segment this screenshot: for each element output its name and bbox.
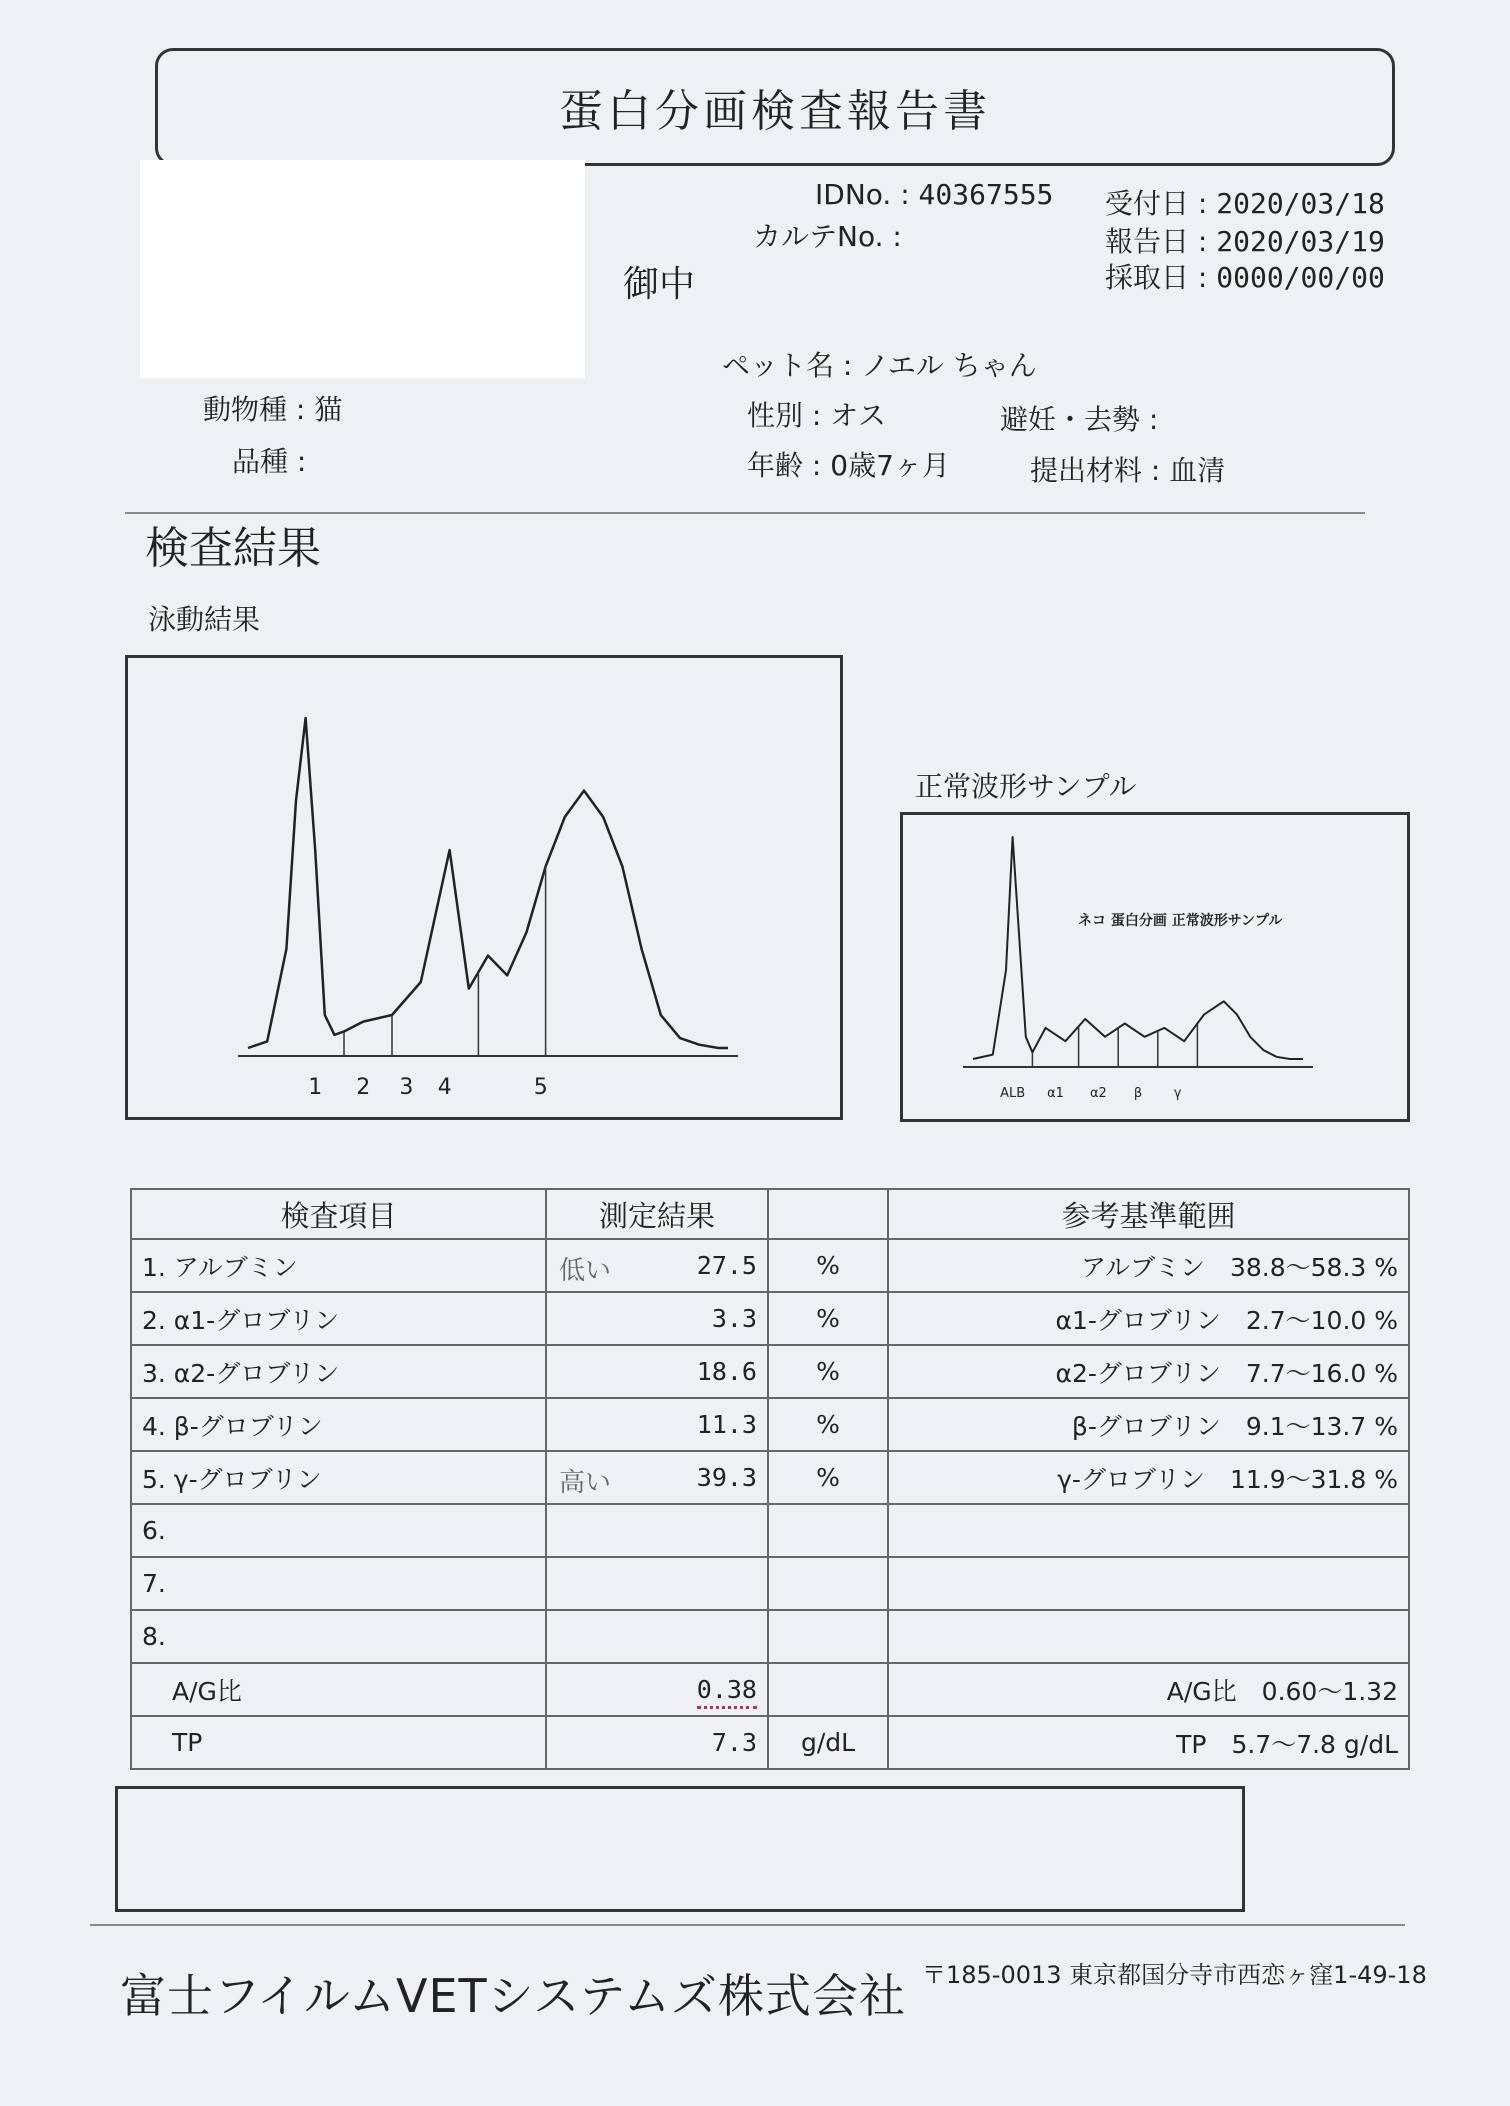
id-row: IDNo. : 40367555 [815,178,1054,211]
header-reference: 参考基準範囲 [888,1189,1409,1239]
species-row: 動物種 : 猫 [203,393,343,426]
received-value: 2020/03/18 [1216,187,1385,220]
table-row [131,1663,1409,1716]
fraction-label: α2 [1089,1086,1107,1101]
id-value: 40367555 [918,178,1054,211]
sex-row: 性別 : オス [747,399,886,432]
results-table [130,1188,1410,1770]
company-address: 〒185-0013 東京都国分寺市西恋ヶ窪1-49-18 [922,1961,1427,1989]
fraction-label: 1 [308,1075,323,1100]
row-reference [888,1610,1409,1663]
row-result [546,1610,768,1663]
sex-value: オス [830,399,886,432]
report-value: 2020/03/19 [1216,225,1385,258]
electrophoresis-title: 泳動結果 [148,603,261,636]
fraction-label: 3 [399,1075,414,1100]
row-reference: α2-グロブリン 7.7～16.0 % [888,1345,1409,1398]
pet-name-label: ペット名 [722,349,835,382]
fraction-label: ALB [1000,1086,1026,1101]
species-label: 動物種 [203,393,288,426]
row-unit [768,1504,888,1557]
fraction-label: 5 [533,1075,548,1100]
electrophoresis-plot [125,655,843,1120]
age-label: 年齢 [747,449,804,482]
row-result [546,1504,768,1557]
row-unit: % [768,1239,888,1292]
row-result [546,1292,768,1345]
table-row [131,1398,1409,1451]
karte-label: カルテNo. [753,220,884,253]
row-item: 2. α1-グロブリン [131,1292,546,1345]
fraction-label: γ [1173,1086,1182,1101]
sample-value: 血清 [1169,454,1226,487]
collect-row: 採取日 : 0000/00/00 [1105,261,1385,294]
row-unit: g/dL [768,1716,888,1769]
row-unit: % [768,1451,888,1504]
species-value: 猫 [314,393,343,426]
row-unit [768,1610,888,1663]
table-row [131,1345,1409,1398]
row-item: 7. [131,1557,546,1610]
received-label: 受付日 [1105,187,1190,220]
row-item: A/G比 [131,1663,546,1716]
fraction-label: α1 [1047,1086,1064,1101]
company-name: 富士フイルムVETシステムズ株式会社 [120,1969,907,2023]
sample-chart-marks [963,837,1313,1101]
sample-heading: 正常波形サンプル [915,770,1137,803]
received-row: 受付日 : 2020/03/18 [1105,187,1385,220]
row-unit: % [768,1292,888,1345]
row-item: 1. アルブミン [131,1239,546,1292]
table-row [131,1451,1409,1504]
header-item: 検査項目 [131,1189,546,1239]
protein-curve [973,837,1303,1059]
handwritten-note: 低い [559,1256,612,1286]
section-title: 検査結果 [145,523,321,574]
normal-sample-svg [903,815,1407,1119]
karte-row: カルテNo. : [753,220,902,253]
age-value: 0歳7ヶ月 [830,449,950,482]
collect-value: 0000/00/00 [1216,261,1385,294]
title-box [155,48,1395,166]
breed-row: 品種 : [232,445,307,478]
table-body [131,1239,1409,1769]
sample-chart-title: ネコ 蛋白分画 正常波形サンプル [1078,913,1283,929]
table-row [131,1716,1409,1769]
footer-divider [90,1924,1405,1926]
protein-curve [248,718,728,1048]
breed-label: 品種 [232,445,289,478]
row-item: 4. β-グロブリン [131,1398,546,1451]
neuter-row: 避妊・去勢 : [1000,403,1159,436]
comment-box [115,1786,1245,1912]
redacted-clinic-name [140,160,585,378]
fraction-label: β [1133,1086,1143,1101]
result-value: 7.3 [711,1728,757,1757]
header-unit [768,1189,888,1239]
recipient-suffix: 御中 [623,264,696,305]
row-reference: β-グロブリン 9.1～13.7 % [888,1398,1409,1451]
sample-label: 提出材料 [1030,454,1143,487]
row-item: 3. α2-グロブリン [131,1345,546,1398]
result-value: 11.3 [696,1410,757,1439]
row-result [546,1239,768,1292]
sex-label: 性別 [747,399,804,432]
neuter-label: 避妊・去勢 [1000,403,1141,436]
collect-label: 採取日 [1105,261,1190,294]
row-reference: α1-グロブリン 2.7～10.0 % [888,1292,1409,1345]
result-value: 18.6 [696,1357,757,1386]
row-result [546,1716,768,1769]
row-unit: % [768,1345,888,1398]
row-unit: % [768,1398,888,1451]
table-header-row [131,1189,1409,1239]
row-item: TP [131,1716,546,1769]
table-row [131,1610,1409,1663]
row-result [546,1398,768,1451]
handwritten-note: 高い [559,1468,612,1498]
normal-sample-plot [900,812,1410,1122]
row-reference: アルブミン 38.8～58.3 % [888,1239,1409,1292]
result-value: 27.5 [696,1251,757,1280]
report-title: 蛋白分画検査報告書 [559,86,991,137]
sample-row: 提出材料 : 血清 [1030,454,1226,487]
row-item: 5. γ-グロブリン [131,1451,546,1504]
row-reference: A/G比 0.60～1.32 [888,1663,1409,1716]
table-row [131,1292,1409,1345]
age-row: 年齢 : 0歳7ヶ月 [747,449,950,482]
row-item: 8. [131,1610,546,1663]
result-value: 0.38 [697,1675,757,1709]
row-reference [888,1504,1409,1557]
row-result [546,1557,768,1610]
fraction-label: 4 [437,1075,452,1100]
result-value: 39.3 [696,1463,757,1492]
report-date-row: 報告日 : 2020/03/19 [1105,225,1385,258]
row-result [546,1451,768,1504]
main-chart-marks [238,718,738,1100]
row-unit [768,1557,888,1610]
row-result [546,1345,768,1398]
table-row [131,1504,1409,1557]
pet-name-value: ノエル ちゃん [861,349,1037,382]
row-reference [888,1557,1409,1610]
row-item: 6. [131,1504,546,1557]
table-row [131,1557,1409,1610]
id-label: IDNo. [815,178,892,211]
row-result [546,1663,768,1716]
result-value: 3.3 [711,1304,757,1333]
table-row [131,1239,1409,1292]
fraction-label: 2 [356,1075,371,1100]
header-result: 測定結果 [546,1189,768,1239]
pet-name-row: ペット名 : ノエル ちゃん [722,349,1037,382]
report-label: 報告日 [1105,225,1190,258]
row-unit [768,1663,888,1716]
row-reference: γ-グロブリン 11.9～31.8 % [888,1451,1409,1504]
row-reference: TP 5.7～7.8 g/dL [888,1716,1409,1769]
electrophoresis-svg [128,658,840,1117]
